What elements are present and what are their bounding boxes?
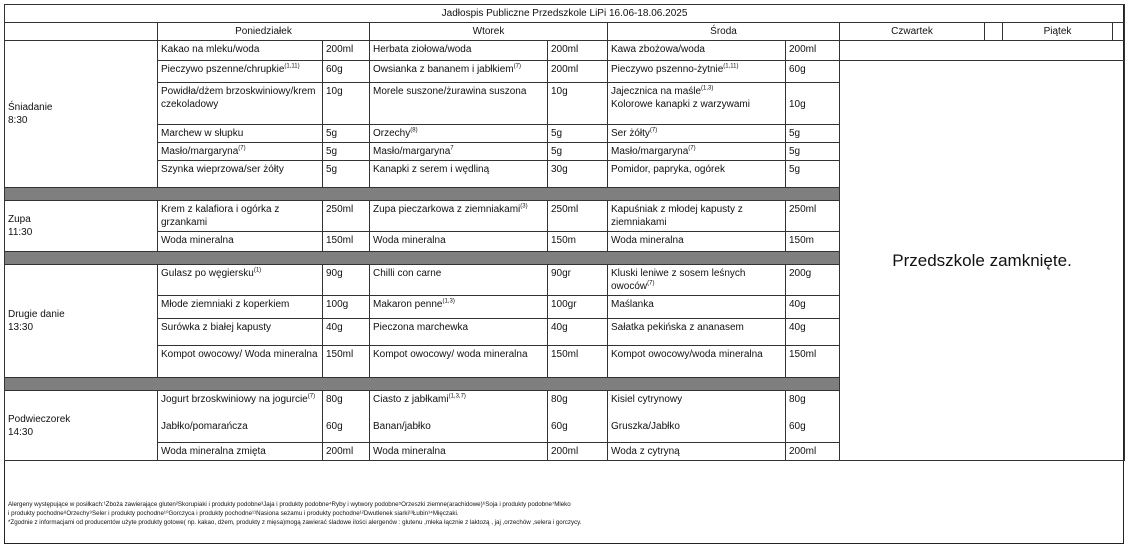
portion-value: 10g (551, 86, 568, 97)
meal-header-blank (5, 23, 158, 41)
portion-wt (548, 83, 608, 125)
portion-value: 5g (789, 128, 801, 139)
meal-time: 11:30 (8, 227, 33, 238)
dish-name: Kompot owocowy/ Woda mineralna (161, 349, 318, 360)
dish-text (161, 145, 319, 158)
dish-text (611, 43, 782, 56)
dish-wt (370, 201, 548, 232)
dish-text (161, 163, 319, 176)
dish-pon (158, 83, 323, 125)
dish-text (611, 267, 782, 293)
dish-sr (608, 125, 786, 143)
meal-name: Podwieczorek (8, 413, 71, 425)
portion-wt (548, 296, 608, 319)
allergen-mark: (1,3) (442, 298, 455, 305)
dish-text (611, 298, 782, 311)
dish-wt (370, 41, 548, 61)
portion-value: 100g (326, 299, 349, 310)
portion-value: 200ml (326, 446, 354, 457)
dish-pon (158, 296, 323, 319)
dish-name: Morele suszone/żurawina suszona (373, 86, 527, 97)
dish-text-2 (161, 420, 319, 433)
dish-name: Surówka z białej kapusty (161, 322, 272, 333)
dish-text (611, 127, 782, 140)
portion-wt (548, 161, 608, 188)
dish-name: Kapuśniak z młodej kapusty z ziemniakami (611, 204, 743, 228)
portion-wt (548, 143, 608, 161)
dish-wt (370, 319, 548, 346)
menu-row (5, 41, 1125, 61)
dish-text (161, 445, 319, 458)
portion-value: 200ml (789, 446, 817, 457)
portion-value: 5g (789, 146, 801, 157)
portion-sr (786, 319, 840, 346)
dish-text (611, 85, 782, 98)
dish-name: Woda z cytryną (611, 446, 680, 457)
portion-value: 250ml (789, 204, 817, 215)
dish-wt (370, 143, 548, 161)
portion-value: 150m (789, 235, 815, 246)
portion-value: 150ml (789, 349, 817, 360)
dish-text-2 (373, 420, 544, 433)
portion-value-2: 60g (326, 421, 343, 432)
allergen-mark: (1,11) (284, 63, 300, 70)
portion-value: 100gr (551, 299, 577, 310)
portion-wt (548, 265, 608, 296)
dish-name: Kompot owocowy/woda mineralna (611, 349, 763, 360)
portion-value: 40g (789, 322, 806, 333)
portion-pon (323, 201, 370, 232)
portion-pon (323, 125, 370, 143)
dish-name: Woda mineralna (373, 235, 446, 246)
dish-sr (608, 319, 786, 346)
portion-value: 80g (551, 394, 568, 405)
dish-sr (608, 143, 786, 161)
dish-name: Pomidor, papryka, ogórek (611, 164, 725, 175)
allergen-mark: (3) (520, 203, 528, 210)
dish-name: Sałatka pekińska z ananasem (611, 322, 744, 333)
portion-value: 90g (326, 268, 343, 279)
portion-sr (786, 265, 840, 296)
closed-notice: Przedszkole zamknięte. (840, 61, 1125, 461)
portion-sr (786, 143, 840, 161)
allergen-mark: (1,11) (723, 63, 739, 70)
dish-text (373, 445, 544, 458)
portion-pon (323, 83, 370, 125)
portion-value: 80g (326, 394, 343, 405)
dish-name: Masło/margaryna (373, 146, 451, 157)
dish-text (161, 321, 319, 334)
dish-wt (370, 161, 548, 188)
dish-text (373, 348, 544, 361)
menu-table (4, 4, 1125, 461)
day-header-row (5, 23, 1125, 41)
portion-pon (323, 143, 370, 161)
meal-name: Zupa (8, 214, 31, 225)
portion-sr (786, 161, 840, 188)
portion-value: 40g (789, 299, 806, 310)
dish-text (373, 163, 544, 176)
portion-pon (323, 232, 370, 252)
dish-text (373, 43, 544, 56)
dish-name: Kanapki z serem i wędliną (373, 164, 490, 175)
dish-text (161, 298, 319, 311)
dish-wt (370, 296, 548, 319)
portion-sr (786, 346, 840, 378)
dish-name: Krem z kalafiora i ogórka z grzankami (161, 204, 280, 228)
footnote-line-2: i produkty pochodne⁸Orzechy⁹Seler i produkty pochodne¹⁰Gorczyca i produkty pochodne¹¹Nasiona sezamu i produkty pochodne¹²Dwutlenek siarki¹³Łubin¹⁴Mięczaki. (8, 510, 459, 517)
portion-value: 200ml (551, 446, 579, 457)
dish-sr (608, 161, 786, 188)
dish-sr (608, 41, 786, 61)
portion-value-2: 60g (789, 421, 806, 432)
dish-name: Młode ziemniaki z koperkiem (161, 299, 290, 310)
portion-value: 80g (789, 394, 806, 405)
portion-wt (548, 41, 608, 61)
dish-name: Woda mineralna (611, 235, 684, 246)
meal-label (5, 41, 158, 188)
portion-value: 5g (551, 128, 563, 139)
meal-time: 13:30 (8, 322, 34, 333)
dish-text (161, 63, 319, 76)
portion-value: 60g (326, 64, 343, 75)
portion-value-2: 60g (551, 421, 568, 432)
portion-value: 40g (551, 322, 568, 333)
dish-name: Kakao na mleku/woda (161, 44, 260, 55)
portion-value: 250ml (326, 204, 354, 215)
dish-wt (370, 443, 548, 461)
dish-name-2: Jabłko/pomarańcza (161, 421, 248, 432)
dish-name: Zupa pieczarkowa z ziemniakami (373, 204, 521, 215)
allergen-mark: (1) (253, 267, 262, 274)
dish-sr (608, 443, 786, 461)
allergen-mark: (7) (513, 63, 521, 70)
dish-text (161, 234, 319, 247)
dish-name: Pieczona marchewka (373, 322, 469, 333)
day-monday: Poniedziałek (158, 23, 370, 41)
dish-text-2 (611, 420, 782, 433)
dish-text (373, 203, 544, 216)
portion-value: 150m (551, 235, 577, 246)
portion-value: 5g (551, 146, 563, 157)
portion-wt (548, 346, 608, 378)
dish-name: Powidła/dżem brzoskwiniowy/krem czekoladowy (161, 86, 316, 110)
dish-sr (608, 83, 786, 125)
portion-pon (323, 296, 370, 319)
portion-pon (323, 319, 370, 346)
portion-pon (323, 346, 370, 378)
portion-sr (786, 443, 840, 461)
dish-pon (158, 161, 323, 188)
portion-value: 30g (551, 164, 568, 175)
separator-bar (5, 188, 840, 201)
portion-value: 5g (789, 164, 801, 175)
dish-name: Pieczywo pszenno-żytnie (611, 64, 724, 75)
portion-value: 150ml (551, 349, 579, 360)
dish-name: Owsianka z bananem i jabłkiem (373, 64, 514, 75)
dish-text (161, 393, 319, 406)
dish-wt (370, 232, 548, 252)
portion-value: 60g (789, 64, 806, 75)
portion-value: 5g (326, 128, 338, 139)
meal-label (5, 265, 158, 378)
allergen-footnotes (8, 500, 1118, 527)
allergen-mark: (1,3) (701, 85, 714, 92)
day-tuesday: Wtorek (370, 23, 608, 41)
portion-value: 40g (326, 322, 343, 333)
portion-pon (323, 391, 370, 443)
portion-sr (786, 41, 840, 61)
dish-name: Woda mineralna (373, 446, 446, 457)
portion-sr (786, 83, 840, 125)
menu-page (4, 4, 1124, 544)
dish-text (611, 348, 782, 361)
portion-value: 90gr (551, 268, 572, 279)
portion-value: 200ml (551, 64, 579, 75)
dish-name: Pieczywo pszenne/chrupkie (161, 64, 285, 75)
dish-sr (608, 265, 786, 296)
portion-value: 10g (326, 86, 343, 97)
portion-wt (548, 232, 608, 252)
dish-name: Kompot owocowy/ woda mineralna (373, 349, 528, 360)
dish-text (161, 348, 319, 361)
dish-sr (608, 232, 786, 252)
portion-pon (323, 61, 370, 83)
portion-sr (786, 391, 840, 443)
dish-text (373, 321, 544, 334)
dish-wt (370, 125, 548, 143)
portion-sr (786, 61, 840, 83)
allergen-mark: (1,3,7) (448, 393, 466, 400)
allergen-mark: (7) (238, 145, 246, 152)
meal-time: 14:30 (8, 426, 34, 438)
dish-name-2: Banan/jabłko (373, 421, 431, 432)
dish-text (161, 267, 319, 280)
menu-row (5, 61, 1125, 83)
portion-sr (786, 125, 840, 143)
dish-text-2 (611, 98, 782, 111)
dish-text (611, 145, 782, 158)
dish-name: Herbata ziołowa/woda (373, 44, 472, 55)
dish-pon (158, 143, 323, 161)
dish-name: Makaron penne (373, 299, 443, 310)
dish-wt (370, 391, 548, 443)
dish-sr (608, 391, 786, 443)
footnote-line-3: *Zgodnie z informacjami od producentów użyte produkty gotowe( np. kakao, dżem, produkty z mięsa)mogą zawierać śladowe ilości alergenów : glutenu ,mleka łącznie z laktozą , jaj ,orzechów ,selera i gorczycy. (8, 519, 582, 526)
dish-name: Marchew w słupku (161, 128, 244, 139)
portion-pon (323, 443, 370, 461)
dish-text (161, 85, 319, 111)
dish-text (161, 127, 319, 140)
dish-pon (158, 346, 323, 378)
portion-value-2: 10g (789, 99, 806, 110)
dish-name: Woda mineralna (161, 235, 234, 246)
dish-text (611, 393, 782, 406)
dish-name-2: Gruszka/Jabłko (611, 421, 680, 432)
portion-pon (323, 161, 370, 188)
dish-name: Ser żółty (611, 128, 650, 139)
portion-value (789, 85, 836, 98)
dish-wt (370, 265, 548, 296)
portion-value: 5g (326, 146, 338, 157)
day-thursday: Czwartek (840, 23, 985, 41)
dish-pon (158, 201, 323, 232)
portion-value: 150ml (326, 235, 354, 246)
dish-text (611, 63, 782, 76)
dish-text (611, 445, 782, 458)
portion-wt (548, 201, 608, 232)
dish-pon (158, 61, 323, 83)
dish-pon (158, 391, 323, 443)
dish-name-2: Kolorowe kanapki z warzywami (611, 99, 750, 110)
dish-pon (158, 443, 323, 461)
portion-value: 200ml (789, 44, 817, 55)
portion-pon (323, 265, 370, 296)
dish-text (611, 321, 782, 334)
dish-text (373, 63, 544, 76)
dish-name: Ciasto z jabłkami (373, 394, 449, 405)
dish-name: Maślanka (611, 299, 654, 310)
meal-name: Drugie danie (8, 309, 65, 320)
dish-pon (158, 232, 323, 252)
portion-value: 200g (789, 268, 812, 279)
allergen-mark: (8) (410, 127, 418, 134)
portion-wt (548, 443, 608, 461)
dish-text (373, 145, 544, 158)
allergen-mark: (7) (307, 393, 316, 400)
meal-label (5, 201, 158, 252)
allergen-mark: (7) (688, 145, 696, 152)
dish-name: Gulasz po węgiersku (161, 268, 254, 279)
portion-value: 200ml (326, 44, 354, 55)
dish-text (373, 393, 544, 406)
allergen-mark: 7 (450, 145, 454, 152)
thursday-friday-first-row (840, 41, 1125, 61)
title-row (5, 5, 1125, 23)
dish-wt (370, 346, 548, 378)
portion-value: 250ml (551, 204, 579, 215)
dish-text (611, 234, 782, 247)
dish-wt (370, 61, 548, 83)
dish-name: Kawa zbożowa/woda (611, 44, 705, 55)
dish-text (161, 43, 319, 56)
portion-value: 150ml (326, 349, 354, 360)
meal-time: 8:30 (8, 115, 28, 126)
dish-name: Orzechy (373, 128, 411, 139)
portion-pon (323, 41, 370, 61)
allergen-mark: (7) (647, 280, 655, 287)
meal-label (5, 391, 158, 461)
separator-bar (5, 378, 840, 391)
dish-sr (608, 61, 786, 83)
portion-sr (786, 296, 840, 319)
portion-value: 5g (326, 164, 338, 175)
day-wednesday: Środa (608, 23, 840, 41)
dish-sr (608, 296, 786, 319)
dish-sr (608, 201, 786, 232)
friday-blank (1113, 23, 1125, 41)
portion-wt (548, 125, 608, 143)
dish-name: Jogurt brzoskwiniowy na jogurcie (161, 394, 308, 405)
dish-text (373, 298, 544, 311)
dish-name: Woda mineralna zmięta (161, 446, 266, 457)
dish-name: Jajecznica na maśle (611, 86, 702, 97)
separator-bar (5, 252, 840, 265)
dish-text (373, 85, 544, 98)
dish-pon (158, 319, 323, 346)
dish-name: Masło/margaryna (611, 146, 689, 157)
dish-text (161, 203, 319, 229)
dish-text (373, 234, 544, 247)
dish-name: Kluski leniwe z sosem leśnych owoców (611, 268, 746, 292)
footnote-line-1: Alergeny występujące w posiłkach:¹Zboża zawierające gluten²Skorupiaki i produkty podobne³Jaja i produkty podobne⁴Ryby i wytwory podobne⁵Orzeszki ziemne(arachidowe)⁶Soja i produkty podobne⁷Mleko (8, 501, 571, 508)
dish-text (611, 163, 782, 176)
portion-sr (786, 232, 840, 252)
dish-name: Masło/margaryna (161, 146, 239, 157)
thursday-blank (985, 23, 1003, 41)
portion-wt (548, 61, 608, 83)
allergen-mark: (7) (649, 127, 658, 134)
day-friday: Piątek (1003, 23, 1113, 41)
meal-name: Śniadanie (8, 102, 53, 113)
dish-text (373, 267, 544, 280)
dish-name: Szynka wieprzowa/ser żółty (161, 164, 284, 175)
dish-text (373, 127, 544, 140)
dish-sr (608, 346, 786, 378)
portion-value: 200ml (551, 44, 579, 55)
dish-wt (370, 83, 548, 125)
portion-sr (786, 201, 840, 232)
dish-name: Chilli con carne (373, 268, 442, 279)
menu-title: Jadłospis Publiczne Przedszkole LiPi 16.06-18.06.2025 (5, 5, 1125, 23)
portion-wt (548, 391, 608, 443)
portion-wt (548, 319, 608, 346)
dish-pon (158, 265, 323, 296)
dish-name: Kisiel cytrynowy (611, 394, 683, 405)
dish-text (611, 203, 782, 229)
dish-pon (158, 41, 323, 61)
dish-pon (158, 125, 323, 143)
